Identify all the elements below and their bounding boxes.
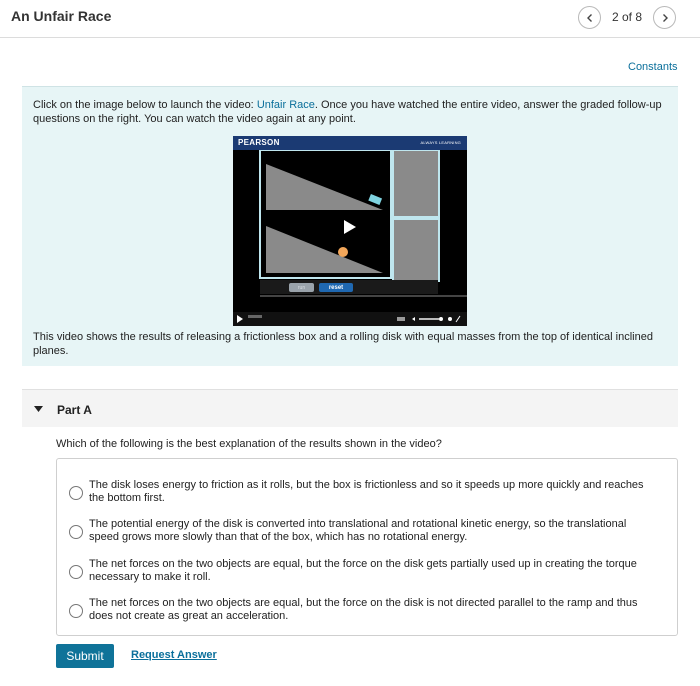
option-3[interactable] — [57, 552, 677, 590]
volume-fullscreen-icons — [397, 314, 461, 324]
radio-button[interactable] — [69, 565, 83, 579]
intro-text — [33, 98, 665, 126]
request-answer-link[interactable]: Request Answer — [131, 649, 217, 661]
intro-text-after: . Once you have watched the entire video, answer the graded follow-up questions on the right. You can watch the video again at any point. — [33, 99, 662, 125]
disk-shape — [338, 247, 348, 257]
brand-logo: PEARSON — [238, 138, 280, 147]
top-bar — [0, 0, 700, 38]
brand-tagline: ALWAYS LEARNING — [420, 140, 461, 145]
page-title: An Unfair Race — [11, 8, 112, 24]
option-4[interactable] — [57, 591, 677, 629]
chevron-right-icon — [660, 13, 670, 23]
upper-ramp — [266, 164, 383, 210]
page-counter: 2 of 8 — [612, 10, 643, 24]
reset-button: reset — [319, 283, 353, 292]
chevron-left-icon — [585, 13, 595, 23]
option-text: The disk loses energy to friction as it rolls, but the box is frictionless and so it speeds up more quickly and reaches the bottom first. — [89, 479, 644, 504]
video-controls — [233, 312, 467, 326]
submit-button[interactable]: Submit — [56, 644, 114, 668]
box-shape — [368, 194, 382, 205]
option-1[interactable] — [57, 473, 677, 511]
intro-text-before: Click on the image below to launch the video: — [33, 99, 257, 111]
video-description: This video shows the results of releasing a frictionless box and a rolling disk with equal masses from the top of identical inclined planes. — [33, 331, 653, 357]
control-play-icon — [236, 315, 244, 323]
video-link[interactable]: Unfair Race — [256, 99, 315, 111]
run-button: run — [289, 283, 314, 292]
caret-down-icon — [34, 406, 43, 413]
constants-link[interactable]: Constants — [628, 61, 678, 73]
previous-button[interactable] — [578, 6, 601, 29]
intro-panel — [22, 86, 678, 366]
radio-button[interactable] — [69, 486, 83, 500]
option-text: The net forces on the two objects are equal, but the force on the disk is not directed parallel to the ramp and thus does not create as great an acceleration. — [89, 597, 638, 622]
next-button[interactable] — [653, 6, 676, 29]
option-text: The net forces on the two objects are equal, but the force on the disk gets partially used up in creating the torque necessary to make it roll. — [89, 558, 637, 583]
video-thumbnail[interactable] — [233, 136, 467, 326]
part-a-header[interactable] — [22, 389, 678, 427]
answer-options — [56, 458, 678, 636]
option-2[interactable] — [57, 512, 677, 550]
lower-ramp — [266, 226, 383, 273]
part-title: Part A — [57, 403, 92, 417]
play-icon — [344, 220, 356, 234]
question-text: Which of the following is the best explanation of the results shown in the video? — [56, 438, 442, 450]
option-text: The potential energy of the disk is converted into translational and rotational kinetic energy, so the translational speed grows more slowly than that of the box, which has no rotational energy. — [89, 518, 627, 543]
time-indicator — [248, 315, 262, 318]
radio-button[interactable] — [69, 604, 83, 618]
video-brand-bar — [233, 136, 467, 150]
radio-button[interactable] — [69, 525, 83, 539]
